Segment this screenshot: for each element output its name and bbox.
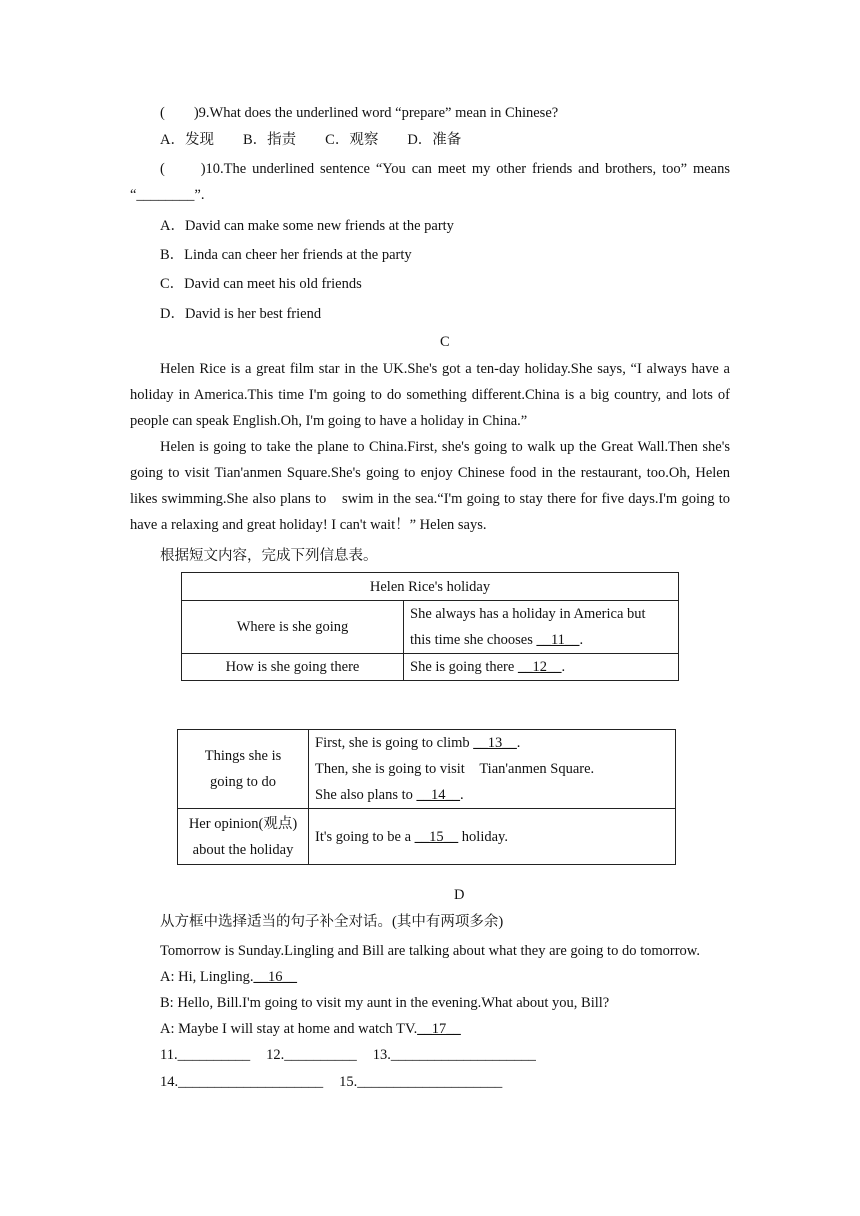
question-10-option-c: C．David can meet his old friends [160,276,362,292]
opinion-text: It's going to be a [315,828,415,845]
opinion-label-line-2: about the holiday [192,841,294,858]
blank-15: __15__ [414,828,459,845]
question-10-option-b: B．Linda can cheer her friends at the party [160,247,412,263]
row-label-how: How is she going there [182,654,404,681]
how-text: She is going there [410,659,518,675]
dialogue-intro: Tomorrow is Sunday.Lingling and Bill are talking about what they are going to do tomorrow. [160,943,700,959]
section-c-instruction: 根据短文内容，完成下列信息表。 [160,548,378,564]
question-10-option-d: D．David is her best friend [160,306,322,322]
info-table-2 [177,729,676,865]
row-value-how [404,654,679,681]
answer-15[interactable]: 15.____________________ [339,1074,503,1090]
row-label-things [178,730,309,809]
dialogue-line-a2-text: A: Maybe I will stay at home and watch TV. [160,1021,418,1037]
answer-row-2 [160,1075,502,1090]
info-table-1-title: Helen Rice's holiday [182,573,679,601]
info-table-1 [181,572,679,681]
where-line-1: She always has a holiday in America but [410,606,646,622]
things-line-3 [315,782,669,808]
blank-14: __14__ [416,787,460,803]
things-label-line-1: Things she is [204,748,282,764]
passage-paragraph-2: Helen is going to take the plane to China.First, she's going to walk up the Great Wall.Then she's going to visit Tian'anmen Square.She's going to enjoy Chinese food in the restaurant, too.Oh, Helen likes swimming.She also plans to swim in the sea.“I'm going to stay there for five days.I'm going to have a relaxing and great holiday! I can't wait！” Helen says. [130,439,730,533]
row-label-where: Where is she going [182,601,404,654]
opinion-label-line-1: Her opinion(观点) [188,815,298,832]
answer-14[interactable]: 14.____________________ [160,1074,324,1090]
things-line-3-end: . [460,787,464,803]
question-10-text: ( )10.The underlined sentence “You can meet my other friends and brothers, too” means “________”. [130,161,730,203]
things-line-1 [315,730,669,756]
dialogue-line-a1 [160,970,297,985]
row-value-things [309,730,676,809]
where-line-2 [410,627,672,653]
question-9-options: A．发现 B．指责 C．观察 D．准备 [160,132,462,148]
where-line-2-end: . [579,632,584,648]
things-label-line-2: going to do [209,774,277,790]
section-c-heading: C [440,334,450,350]
things-line-1-text: First, she is going to climb [315,735,474,751]
answer-13[interactable]: 13.____________________ [372,1047,536,1063]
question-10-stem [130,156,730,208]
dialogue-line-b1: B: Hello, Bill.I'm going to visit my aunt in the evening.What about you, Bill? [160,995,610,1011]
dialogue-line-a2 [160,1022,461,1037]
blank-11: __11__ [536,632,580,648]
how-end: . [561,659,566,675]
answer-11[interactable]: 11.__________ [160,1047,251,1063]
things-line-1-end: . [516,735,521,751]
row-value-where [404,601,679,654]
opinion-end: holiday. [458,828,508,845]
section-d-instruction: 从方框中选择适当的句子补全对话。(其中有两项多余) [160,914,504,930]
passage-paragraph-1: Helen Rice is a great film star in the UK.She's got a ten-day holiday.She says, “I always have a holiday in America.This time I'm going to do something different.China is a big country, and lots of people can speak English.Oh, I'm going to have a holiday in China.” [130,361,730,429]
row-label-opinion [178,809,309,865]
answer-row-1 [160,1048,536,1063]
section-d-heading: D [454,887,465,903]
question-10-option-a: A．David can make some new friends at the party [160,218,454,234]
blank-17: __17__ [417,1021,461,1037]
row-value-opinion [309,809,676,865]
dialogue-line-a1-text: A: Hi, Lingling. [160,969,254,985]
question-9-stem: ( )9.What does the underlined word “prepare” mean in Chinese? [160,105,559,121]
blank-13: __13__ [473,735,517,751]
blank-16: __16__ [253,969,297,985]
things-line-2: Then, she is going to visit Tian'anmen Square. [315,761,595,777]
answer-12[interactable]: 12.__________ [266,1047,357,1063]
things-line-3-text: She also plans to [315,787,417,803]
where-line-2-text: this time she chooses [410,632,537,648]
section-c-passage [130,356,730,538]
blank-12: __12__ [517,659,562,675]
